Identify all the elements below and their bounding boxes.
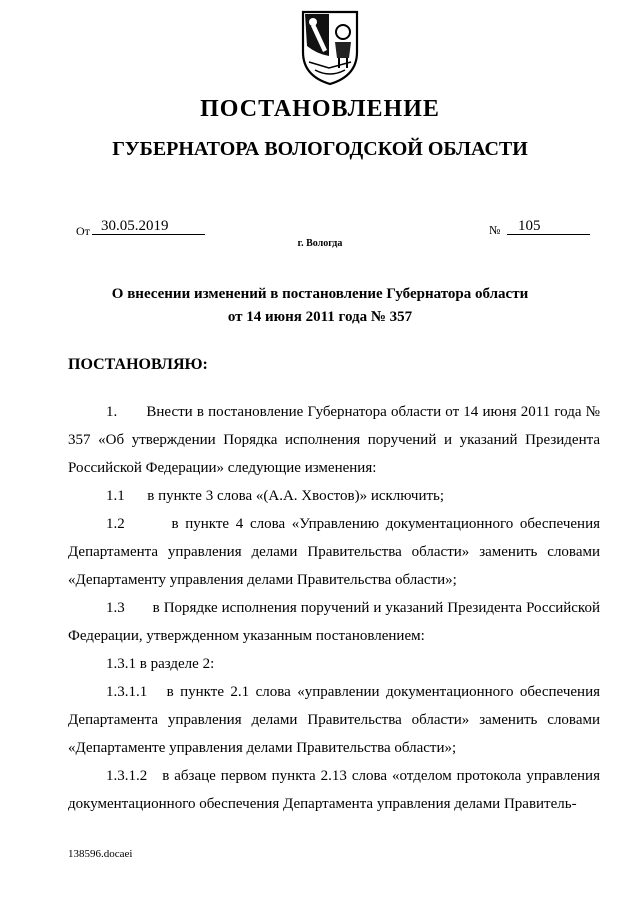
subject-line-1: О внесении изменений в постановление Губернатора области [111, 286, 529, 302]
paragraph-1-3-1-2: 1.3.1.2 в абзаце первом пункта 2.13 слова «отделом протокола управления документационного обеспечения Департамента управления делами Правитель- [68, 768, 600, 812]
paragraph-1-3: 1.3 в Порядке исполнения поручений и указаний Президента Российской Федерации, утвержденном указанным постановлением: [68, 600, 600, 644]
issuer-title: ГУБЕРНАТОРА ВОЛОГОДСКОЙ ОБЛАСТИ [112, 138, 528, 160]
date-label: От [76, 224, 90, 238]
number-value: 105 [518, 218, 541, 234]
document-body [68, 398, 600, 818]
coat-of-arms-emblem [299, 6, 361, 86]
paragraph-1-3-1-1: 1.3.1.1 в пункте 2.1 слова «управлении документационного обеспечения Департамента управления делами Правительства области» заменить словами «Департаменте управления делами Правительства области»; [68, 684, 600, 756]
city-label: г. Вологда [297, 238, 343, 249]
date-value: 30.05.2019 [101, 218, 169, 234]
file-code: 138596.docaei [68, 848, 133, 860]
paragraph-1-1: 1.1 в пункте 3 слова «(А.А. Хвостов)» исключить; [106, 488, 445, 504]
paragraph-1-3-1: 1.3.1 в разделе 2: [106, 656, 215, 672]
number-label: № [489, 223, 501, 237]
decree-word: ПОСТАНОВЛЯЮ: [68, 356, 208, 373]
paragraph-1-2: 1.2 в пункте 4 слова «Управлению документационного обеспечения Департамента управления делами Правительства области» заменить словами «Департаменту управления делами Правительства области»; [68, 516, 600, 588]
document-title: ПОСТАНОВЛЕНИЕ [200, 96, 440, 122]
document-subject [0, 283, 640, 329]
paragraph-1: 1. Внести в постановление Губернатора области от 14 июня 2011 года № 357 «Об утверждении Порядка исполнения поручений и указаний Президента Российской Федерации» следующие изменения: [68, 404, 600, 476]
subject-line-2: от 14 июня 2011 года № 357 [227, 309, 413, 325]
